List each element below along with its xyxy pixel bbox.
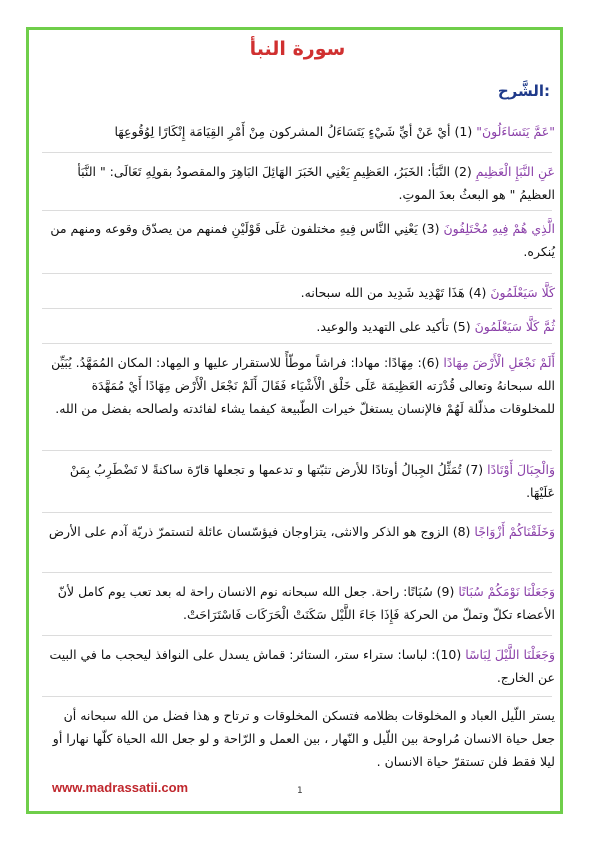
verse-text: "عَمَّ يَتَسَاءَلُونَ" xyxy=(476,124,555,139)
divider xyxy=(42,152,552,153)
divider xyxy=(42,512,552,513)
divider xyxy=(42,635,552,636)
verse-text: كَلَّا سَيَعْلَمُونَ xyxy=(490,285,555,300)
verse-text: وَجَعَلْنَا اللَّيْلَ لِبَاسًا xyxy=(465,647,555,662)
paragraph-verse-6 xyxy=(40,351,555,420)
explanation-text: يستر اللّيل العباد و المخلوقات بظلامه فتسكن المخلوقات و ترتاح و هذا فضل من الله سبحانه أن جعل حياة الانسان مُراوحة بين اللّيل و النّهار ، بين العمل و الرّاحة و لو جعل الله الحياة كلّها نهارا أو ليلا فقط فلن تستقرّ حياة الانسان . xyxy=(52,708,555,769)
explanation-text: (5) تأكيد على التهديد والوعيد. xyxy=(316,319,475,334)
divider xyxy=(42,343,552,344)
explanation-text: (1) أيْ عَنْ أيِّ شَيْءٍ يَتَسَاءَلُ المشركون مِنْ أَمْرِ القِيَامَة إِنْكَارًا لِوُقُوعِهَا xyxy=(114,124,477,139)
explanation-text: (9) سُبَاتًا: راحة. جعل الله سبحانه نوم الانسان راحة له بعد تعب يوم كامل لأنّ الأعضاء تكلّ وتملّ من الحركة فَإِذَا جَاءَ اللَّيْل سَكَنَتْ الْحَرَكَات فَاسْتَرَاحَتْ. xyxy=(57,584,555,622)
explanation-text: (3) يَعْنِي النَّاس فِيهِ مختلفون عَلَى قَوْلَيْنِ فمنهم من يصدّق وقوعه ومنهم من يُنكره. xyxy=(50,221,555,259)
paragraph-verse-3 xyxy=(40,217,555,263)
verse-text: أَلَمْ نَجْعَلِ الْأَرْضَ مِهَادًا xyxy=(443,355,555,370)
page-title: سورة النبأ xyxy=(249,38,346,60)
verse-text: ثُمَّ كَلَّا سَيَعْلَمُونَ xyxy=(474,319,555,334)
website-link[interactable]: www.madrassatii.com xyxy=(52,780,189,795)
explanation-text: (8) الزوج هو الذكر والانثى، يتزاوجان فيؤسّسان عائلة لتستمرّ ذريّة آدم على الأرض xyxy=(48,524,475,539)
verse-text: الَّذِي هُمْ فِيهِ مُخْتَلِفُونَ xyxy=(443,221,555,236)
explanation-text: (7) تُمَثِّلُ الجِبالُ أوتادًا للأرض تثبّتها و تدعمها و تجعلها قارّة ساكنةً لا تَضْطَرِبُ بِمَنْ عَلَيْهَا. xyxy=(69,462,555,500)
verse-text: وَجَعَلْنَا نَوْمَكُمْ سُبَاتًا xyxy=(458,584,555,599)
divider xyxy=(42,572,552,573)
divider xyxy=(42,210,552,211)
divider xyxy=(42,696,552,697)
section-heading: الشَّرح: xyxy=(497,82,550,100)
paragraph-verse-10 xyxy=(40,643,555,689)
paragraph-verse-1 xyxy=(40,120,555,143)
divider xyxy=(42,450,552,451)
explanation-text: (6): مِهَادًا: مهادا: فراشاً موطّأً للاستقرار عليها و المِهاد: المكان المُمَهَّدُ. يُبَيِّن الله سبحانهُ وتعالى قُدْرَته العَظِيمَة عَلَى خَلْق الْأَشْيَاء فَقَالَ أَلَمْ نَجْعَل الْأَرْض مِهَادًا أَيْ مُمَهَّدَة للمخلوقات مذلّلة لَهُمْ فالإنسان يستغلّ خيرات الطّبيعة كيفما يشاء لفائدته ولصالحه بفضل من الله. xyxy=(51,355,555,416)
explanation-text: (4) هَذَا تَهْدِيد شَدِيد من الله سبحانه. xyxy=(300,285,491,300)
explanation-text: (10): لباسا: ستراء ستر، الستائر: قماش يسدل على النوافذ ليحجب ما في البيت عن الخارج. xyxy=(49,647,555,685)
paragraph-verse-8 xyxy=(40,520,555,543)
paragraph-verse-5 xyxy=(40,315,555,338)
explanation-text: (2) النَّبَأ: الخَبَرُ، العَظِيمِ يَعْنِي الخَبَرَ الهَائِلَ البَاهِرَ والمقصودُ بقولِهِ تَعَالَى: " النَّبَأ العظيمُ " هو البعثُ بعدَ الموتِ. xyxy=(77,164,555,202)
paragraph-closing xyxy=(40,704,555,773)
divider xyxy=(42,308,552,309)
verse-text: وَخَلَقْنَاكُمْ أَزْوَاجًا xyxy=(474,524,555,539)
divider xyxy=(42,273,552,274)
verse-text: وَالْجِبَالَ أَوْتَادًا xyxy=(487,462,555,477)
paragraph-verse-2 xyxy=(40,160,555,206)
paragraph-verse-9 xyxy=(40,580,555,626)
paragraph-verse-4 xyxy=(40,281,555,304)
paragraph-verse-7 xyxy=(40,458,555,504)
page-number: 1 xyxy=(297,786,303,796)
verse-text: عَنِ النَّبَإِ الْعَظِيمِ xyxy=(475,164,555,179)
